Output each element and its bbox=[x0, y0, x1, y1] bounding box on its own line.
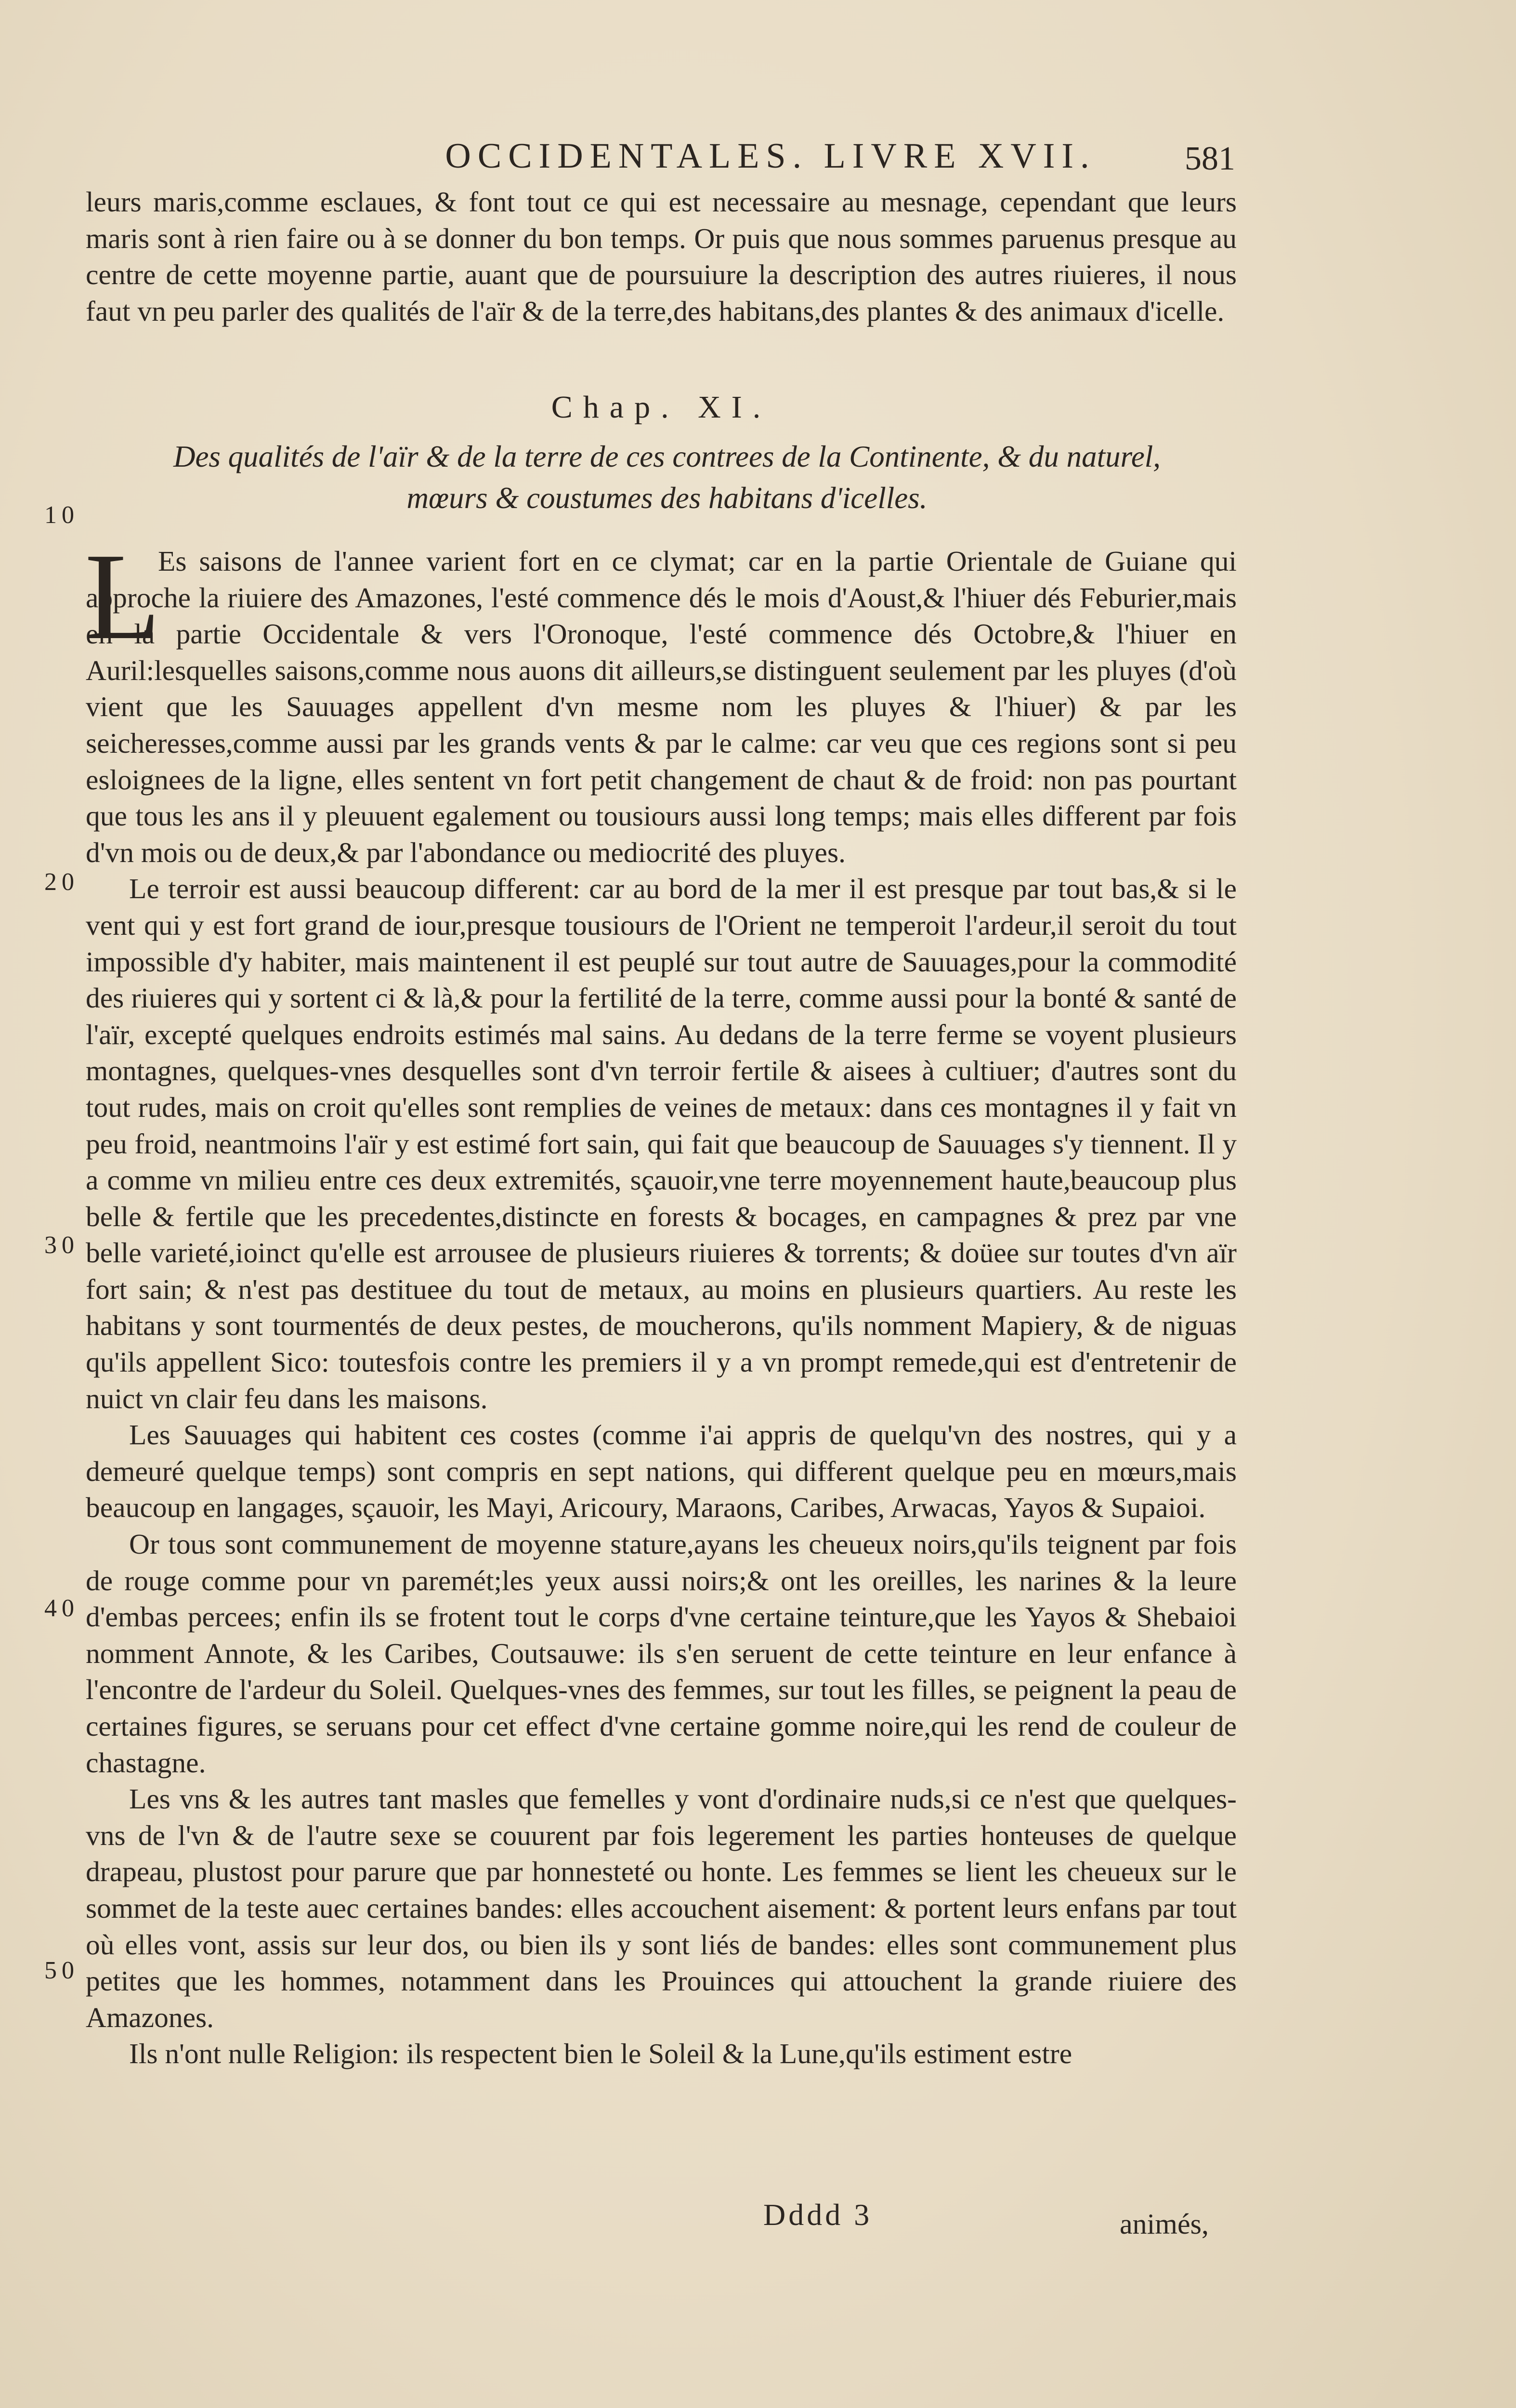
line-number-40: 40 bbox=[44, 1595, 79, 1622]
running-title: OCCIDENTALES. LIVRE XVII. bbox=[445, 136, 1096, 176]
signature-mark: Dddd 3 bbox=[763, 2198, 873, 2232]
intro-paragraph: leurs maris,comme esclaues, & font tout ce qui est necessaire au mesnage, cependant que leurs maris sont à rien faire ou à se donner du bon temps. Or puis que nous sommes paruenus presque au centre de cette moyenne partie, auant que de poursuiure la description des autres riuieres, il nous faut vn peu parler des qualités de l'aïr & de la terre,des habitans,des plantes & des animaux d'icelle. bbox=[86, 186, 1237, 327]
intro-block bbox=[86, 184, 1237, 329]
body-text bbox=[85, 527, 1237, 2072]
line-number-20: 20 bbox=[44, 868, 79, 896]
paragraph-appearance: Or tous sont communement de moyenne stature,ayans les cheueux noirs,qu'ils teignent par fois de rouge comme pour vn paremét;les yeux aussi noirs;& ont les oreilles, les narines & la leure d'embas percees; enfin ils se frotent tout le corps d'vne certaine teinture,que les Yayos & Shebaioi nomment Annote, & les Caribes, Coutsauwe: ils s'en seruent de cette teinture en leur enfance à l'encontre de l'ardeur du Soleil. Quelques-vnes des femmes, sur tout les filles, se peignent la peau de certaines figures, se seruans pour cet effect d'vne certaine gomme noire,qui les rend de couleur de chastagne. bbox=[86, 1528, 1237, 1779]
paragraph-customs: Les vns & les autres tant masles que femelles y vont d'ordinaire nuds,si ce n'est que quelques-vns de l'vn & de l'autre sexe se couurent par fois legerement les parties honteuses de quelque drapeau, plustost pour parure que par honnesteté ou honte. Les femmes se lient les cheueux sur le sommet de la teste auec certaines bandes: elles accouchent aisement: & portent leurs enfans par tout où elles vont, assis sur leur dos, ou bien ils y sont liés de bandes: elles sont communement plus petites que les hommes, notamment dans les Prouinces qui attouchent la grande riuiere des Amazones. bbox=[86, 1783, 1237, 2033]
paragraph-religion: Ils n'ont nulle Religion: ils respectent bien le Soleil & la Lune,qu'ils estiment estre bbox=[129, 2038, 1072, 2070]
chapter-title-line-1: Des qualités de l'aïr & de la terre de ces contrees de la Continente, & du naturel, bbox=[173, 440, 1161, 473]
chapter-heading: Chap. XI. bbox=[551, 390, 771, 425]
paragraph-nations: Les Sauuages qui habitent ces costes (comme i'ai appris de quelqu'vn des nostres, qui y a demeuré quelque temps) sont compris en sept nations, qui different quelque peu en mœurs,mais beaucoup en langages, sçauoir, les Mayi, Aricoury, Maraons, Caribes, Arwacas, Yayos & Supaioi. bbox=[86, 1419, 1237, 1524]
line-number-10: 10 bbox=[44, 501, 79, 529]
paragraph-terrain: Le terroir est aussi beaucoup different: car au bord de la mer il est presque par tout bas,& si le vent qui y est fort grand de iour,presque tousiours de l'Orient ne temperoit l'ardeur,il seroit du tout impossible d'y habiter, mais maintenent il est peuplé sur tout autre de Sauuages,pour la commodité des riuieres qui y sortent ci & là,& pour la fertilité de la terre, comme aussi pour la bonté & santé de l'aïr, excepté quelques endroits estimés mal sains. Au dedans de la terre ferme se voyent plusieurs montagnes, quelques-vnes desquelles sont d'vn terroir fertile & aisees à cultiuer; d'autres sont du tout rudes, mais on croit qu'elles sont remplies de veines de metaux: dans ces montagnes il y fait vn peu froid, neantmoins l'aïr y est estimé fort sain, qui fait que beaucoup de Sauuages s'y tiennent. Il y a comme vn milieu entre ces deux extremités, sçauoir,vne terre moyennement haute,beaucoup plus belle & fertile que les precedentes,distincte en forests & bocages, en campagnes & prez par vne belle varieté,ioinct qu'elle est arrousee de plusieurs riuieres & torrents; & doüee sur toutes d'vn aïr fort sain; & n'est pas destituee du tout de metaux, au moins en plusieurs quartiers. Au reste les habitans y sont tourmentés de deux pestes, de moucherons, qu'ils nomment Mapiery, & de niguas qu'ils appellent Sico: toutesfois contre les premiers il y a vn prompt remede,qui est d'entretenir de nuict vn clair feu dans les maisons. bbox=[86, 873, 1237, 1414]
page-number: 581 bbox=[1185, 140, 1235, 177]
catchword: animés, bbox=[1120, 2208, 1209, 2240]
chapter-title-line-2: mœurs & coustumes des habitans d'icelles. bbox=[406, 481, 928, 515]
chapter-title bbox=[96, 436, 1238, 519]
drop-cap: L bbox=[85, 527, 161, 665]
line-number-50: 50 bbox=[44, 1957, 79, 1984]
line-number-30: 30 bbox=[44, 1231, 79, 1259]
paragraph-seasons: Es saisons de l'annee varient fort en ce clymat; car en la partie Orientale de Guiane qui approche la riuiere des Amazones, l'esté commence dés le mois d'Aoust,& l'hiuer dés Feburier,mais en la partie Occidentale & vers l'Oronoque, l'esté commence dés Octobre,& l'hiuer en Auril:lesquelles saisons,comme nous auons dit ailleurs,se distinguent seulement par les pluyes (d'où vient que les Sauuages appellent d'vn mesme nom les pluyes & l'hiuer) & par les seicheresses,comme aussi par les grands vents & par le calme: car veu que ces regions sont si peu esloignees de la ligne, elles sentent vn fort petit changement de chaut & de froid: non pas pourtant que tous les ans il y pleuuent egalement ou tousiours aussi long temps; mais elles different par fois d'vn mois ou de deux,& par l'abondance ou mediocrité des pluyes. bbox=[86, 545, 1237, 868]
